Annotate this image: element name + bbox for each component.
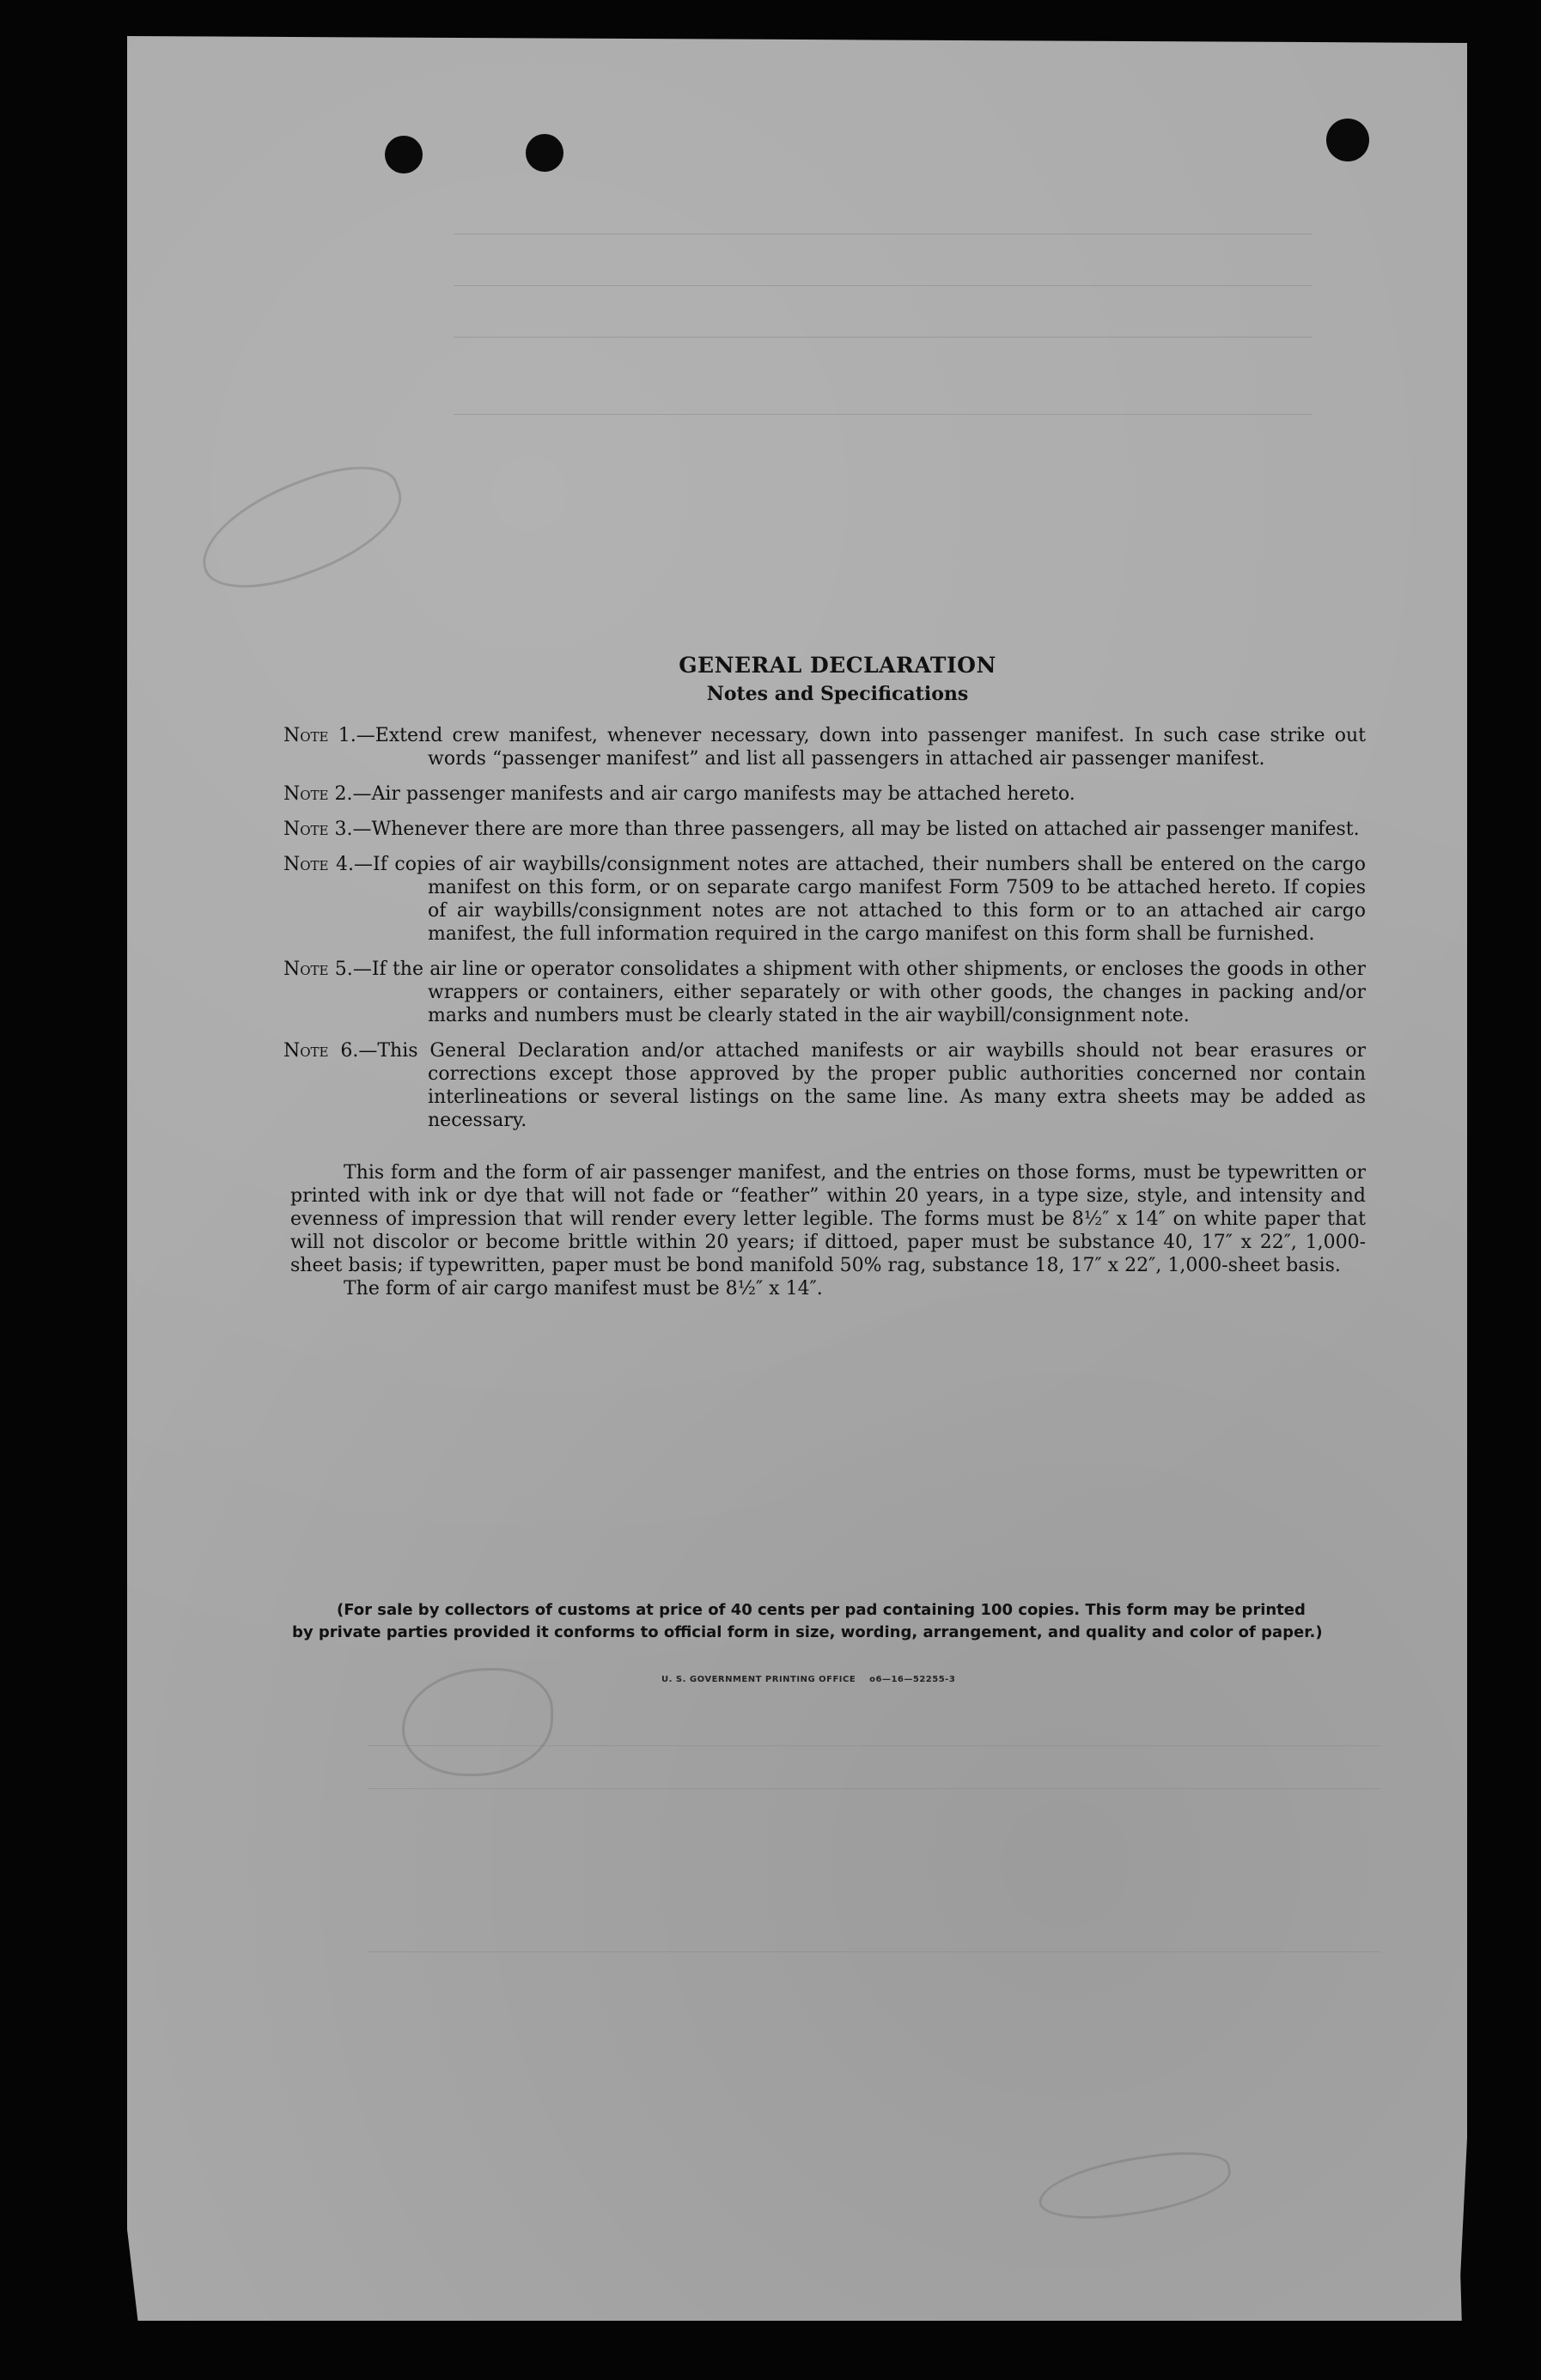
note-label: Note 5. xyxy=(283,959,353,980)
notes-section xyxy=(283,653,1366,1300)
note-text: If the air line or operator consolidates a shipment with other shipments, or encloses the goods in other wrappers or containers, either separately or with other goods, the changes in packing and/or marks and numbers must be clearly stated in the air waybill/consignment note. xyxy=(371,959,1366,1026)
printer-name: U. S. GOVERNMENT PRINTING OFFICE xyxy=(661,1675,856,1684)
note-text: If copies of air waybills/consignment notes are attached, their numbers shall be entered on the cargo manifest on this form, or on separate cargo manifest Form 7509 to be attached hereto. If copies of air waybills/consignment notes are not attached to this form or to an attached air cargo manifest, the full information required in the cargo manifest on this form shall be furnished. xyxy=(373,854,1366,945)
page-title: GENERAL DECLARATION xyxy=(679,653,996,678)
note-label: Note 6. xyxy=(283,1040,359,1062)
note-label: Note 2. xyxy=(283,783,353,805)
bleed-through-line xyxy=(368,1788,1381,1789)
printer-imprint xyxy=(661,1675,955,1684)
bleed-through-line xyxy=(454,337,1313,338)
note-label: Note 3. xyxy=(283,819,353,840)
note-5: Note 5.—If the air line or operator consolidates a shipment with other shipments, or encloses the goods in other wrappers or containers, either separately or with other goods, the changes in packing and/or marks and numbers must be clearly stated in the air waybill/consignment note. xyxy=(283,959,1366,1026)
form-number: o6—16—52255-3 xyxy=(869,1675,956,1684)
sale-notice xyxy=(292,1599,1366,1644)
form-specification-paragraph: This form and the form of air passenger manifest, and the entries on those forms, must be typewritten or printed with ink or dye that will not fade or “feather” within 20 years, in a type size, style, and intensity and evenness of impression that will render every letter legible. The forms must be 8½″ x 14″ on white paper that will not discolor or become brittle within 20 years; if dittoed, paper must be substance 40, 17″ x 22″, 1,000-sheet basis; if typewritten, paper must be bond manifold 50% rag, substance 18, 17″ x 22″, 1,000-sheet basis. xyxy=(290,1162,1366,1276)
note-6: Note 6.—This General Declaration and/or attached manifests or air waybills should not bear erasures or corrections except those approved by the proper public authorities concerned nor contain interlineations or several listings on the same line. As many extra sheets may be added as necessary. xyxy=(283,1040,1366,1131)
cargo-manifest-specification: The form of air cargo manifest must be 8½″ x 14″. xyxy=(344,1278,823,1300)
sale-notice-line: by private parties provided it conforms to official form in size, wording, arrangement, and quality and color of paper.) xyxy=(292,1623,1323,1641)
punch-hole xyxy=(1326,119,1369,161)
bleed-through-signature xyxy=(186,449,416,607)
punch-hole xyxy=(385,136,423,173)
note-text: Air passenger manifests and air cargo manifests may be attached hereto. xyxy=(371,783,1075,805)
bleed-through-line xyxy=(454,285,1313,286)
sale-notice-line: (For sale by collectors of customs at price of 40 cents per pad containing 100 copies. This form may be printed xyxy=(337,1601,1306,1619)
note-label: Note 4. xyxy=(283,854,355,875)
note-1: Note 1.—Extend crew manifest, whenever necessary, down into passenger manifest. In such case strike out words “passenger manifest” and list all passengers in attached air passenger manifest. xyxy=(283,725,1366,770)
page-subtitle: Notes and Specifications xyxy=(706,683,969,705)
bleed-through-signature xyxy=(1035,2145,1235,2228)
note-4: Note 4.—If copies of air waybills/consignment notes are attached, their numbers shall be entered on the cargo manifest on this form, or on separate cargo manifest Form 7509 to be attached hereto. If copies of air waybills/consignment notes are not attached to this form or to an attached air cargo manifest, the full information required in the cargo manifest on this form shall be furnished. xyxy=(283,854,1366,945)
punch-hole xyxy=(526,134,563,172)
note-3: Note 3.—Whenever there are more than three passengers, all may be listed on attached air passenger manifest. xyxy=(283,819,1360,840)
bleed-through-signature xyxy=(402,1668,553,1776)
bleed-through-line xyxy=(368,1951,1381,1952)
note-text: Extend crew manifest, whenever necessary, down into passenger manifest. In such case strike out words “passenger manifest” and list all passengers in attached air passenger manifest. xyxy=(375,725,1366,770)
note-label: Note 1. xyxy=(283,725,356,746)
note-2: Note 2.—Air passenger manifests and air cargo manifests may be attached hereto. xyxy=(283,783,1075,805)
note-text: Whenever there are more than three passengers, all may be listed on attached air passenger manifest. xyxy=(371,819,1360,840)
note-text: This General Declaration and/or attached manifests or air waybills should not bear erasures or corrections except those approved by the proper public authorities concerned nor contain interlineations or several listings on the same line. As many extra sheets may be added as necessary. xyxy=(377,1040,1366,1131)
bleed-through-line xyxy=(454,414,1313,415)
